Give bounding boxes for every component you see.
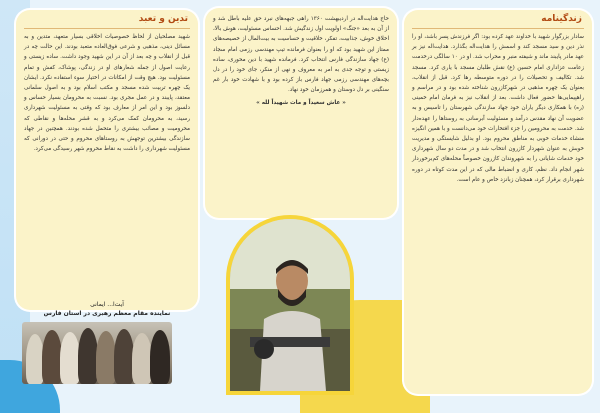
signature-name: آیت‌ا... ایمانی: [90, 301, 124, 308]
front-line-text: [213, 14, 389, 108]
biography-text: سادار بزرگوار شهید با خداوند عهد کرده بود: اگر فرزندش پسر باشد، او را نذر دین و سید مسجد کند و اسمش را هدایت‌اله بگذارد. هدایت‌اله نیز بر عهد مادر پایبند ماند و شیفته منبر و محراب شد. او در ۱۰ سالگی درخدمت زعامت عزاداری امام حسین (ع) نقش طلبان مسجد با یاری کرد. مسجد شد. تکالیف و تحصیلات را در دوره متوسطه رها کرد. قبل از انقلاب، بعنوان یک چهره مذهبی در شهرکازرون شناخته شده بود و در مراسم و راهپیمایی‌ها حضور فعال داشت. بعد از انقلاب نیز به فرمان امام خمینی (ره) با همکاری دیگر یاران خود جهاد سازندگی شهرستان را تاسیس و به عضویت آن نهاد مقدس درآمد و مسئولیت آبرسانی به روستاها را عهده‌دار شد. خدمت به محرومین را جزء افتخارات خود می‌دانست و با همین انگیزه منشاء خدمات خوبی به مناطق محروم بود. او بدلیل شایستگی و مدیریت خوبش به عنوان شهردار کازرون انتخاب شد و در مدت دو سال شهرداری خود خدمات شایانی را به شهروندان کازرون خصوصاً محله‌های کم‌برخوردار شهر انجام داد. نظم، کاری و انضباط مالی که در این مدت کوتاه در دوره شهرداری برقرار کرد، همچنان زبانزد خاص و عام است.: [412, 34, 584, 183]
martyr-portrait-photo: [226, 215, 354, 395]
portrait-illustration: [230, 219, 350, 391]
front-line-body: حاج هدایت‌اله در اردیبهشت ۱۳۶۰ راهی جبهه‌های نبرد حق علیه باطل شد و از آن به بعد «جنگ» اولویت اول زندگیش شد. احساس مسئولیت، هوش بالا، اخلاق خوش، جذابیت، تفکر، خلاقیت و حساسیت به بیت‌المال از خصیصه‌های ممتاز این شهید بود که او را بعنوان فرمانده تیپ مهندسی رزمی امام سجاد (ع) جهاد سازندگی فارس انتخاب کرد. فرمانده شهید با دین محوری، ساده زیستی و توجه جدی به امر به معروف و نهی از منکر، جای خود را در دل بچه‌های مهندسی رزمی جهاد فارس باز کرده بود و با شهادت خود بار غم سنگینی بر دل دوستان و همرزمان خود نهاد.: [213, 16, 389, 94]
front-line-panel: [205, 8, 397, 218]
biography-title: زندگینامه: [541, 14, 582, 24]
quote-text: « عاش سعیداً و مات شهیداً لله »: [256, 99, 346, 106]
signature-block: [16, 300, 198, 318]
group-person: [114, 329, 134, 384]
group-person: [42, 330, 62, 384]
group-person: [96, 331, 116, 384]
piety-panel: [16, 10, 198, 310]
title-divider: [412, 28, 584, 29]
group-photo: [22, 322, 172, 384]
piety-title: تدین و تعبد: [138, 14, 188, 24]
piety-text: شهید مصلحیان از لحاظ خصوصیات اخلاقی بسیار متعهد، متدین و به مسائل دینی، مذهبی و شرعی فوق‌العاده متعبد بودند. این حالت چه در قبل از انقلاب و چه بعد از آن در این شهید وجود داشت. ساده زیستی و رعایت اصول از جمله شعارهای او در زندگی، پوشاک، کفش و تمام مسئولیت بود. هیچ وقت از امکانات در اختیار سوء استفاده نکرد. ایشان یک چهره تربیت شده مسجد و مکتب اسلام بود و به اصول سلمانی معتقد، پایبند و در عمل مجری بود. نسبت به محرومان بسیار حساس و دلسوز بود و این امر از معارف بود که وقتی به مسئولیت شهرداری رسید، به محرومان کمک می‌کرد و به قشر محله‌ها و نقاطی که محرومیت و مصائب بیشتری را متحمل شده بودند. همچنین در جهاد سازندگی بیشترین توجهش به روستاهای محروم و حتی در دورانی که مسئولیت شهرداری را داشت به نقاط محروم شهر رسیدگی می‌کرد.: [24, 34, 190, 153]
biography-panel: [404, 10, 592, 394]
group-person: [78, 328, 98, 384]
signature-role: نماینده مقام معظم رهبری در استان فارس: [43, 310, 171, 317]
group-person: [150, 330, 170, 384]
group-person: [60, 332, 80, 384]
group-person: [132, 333, 152, 384]
title-divider: [24, 28, 190, 29]
